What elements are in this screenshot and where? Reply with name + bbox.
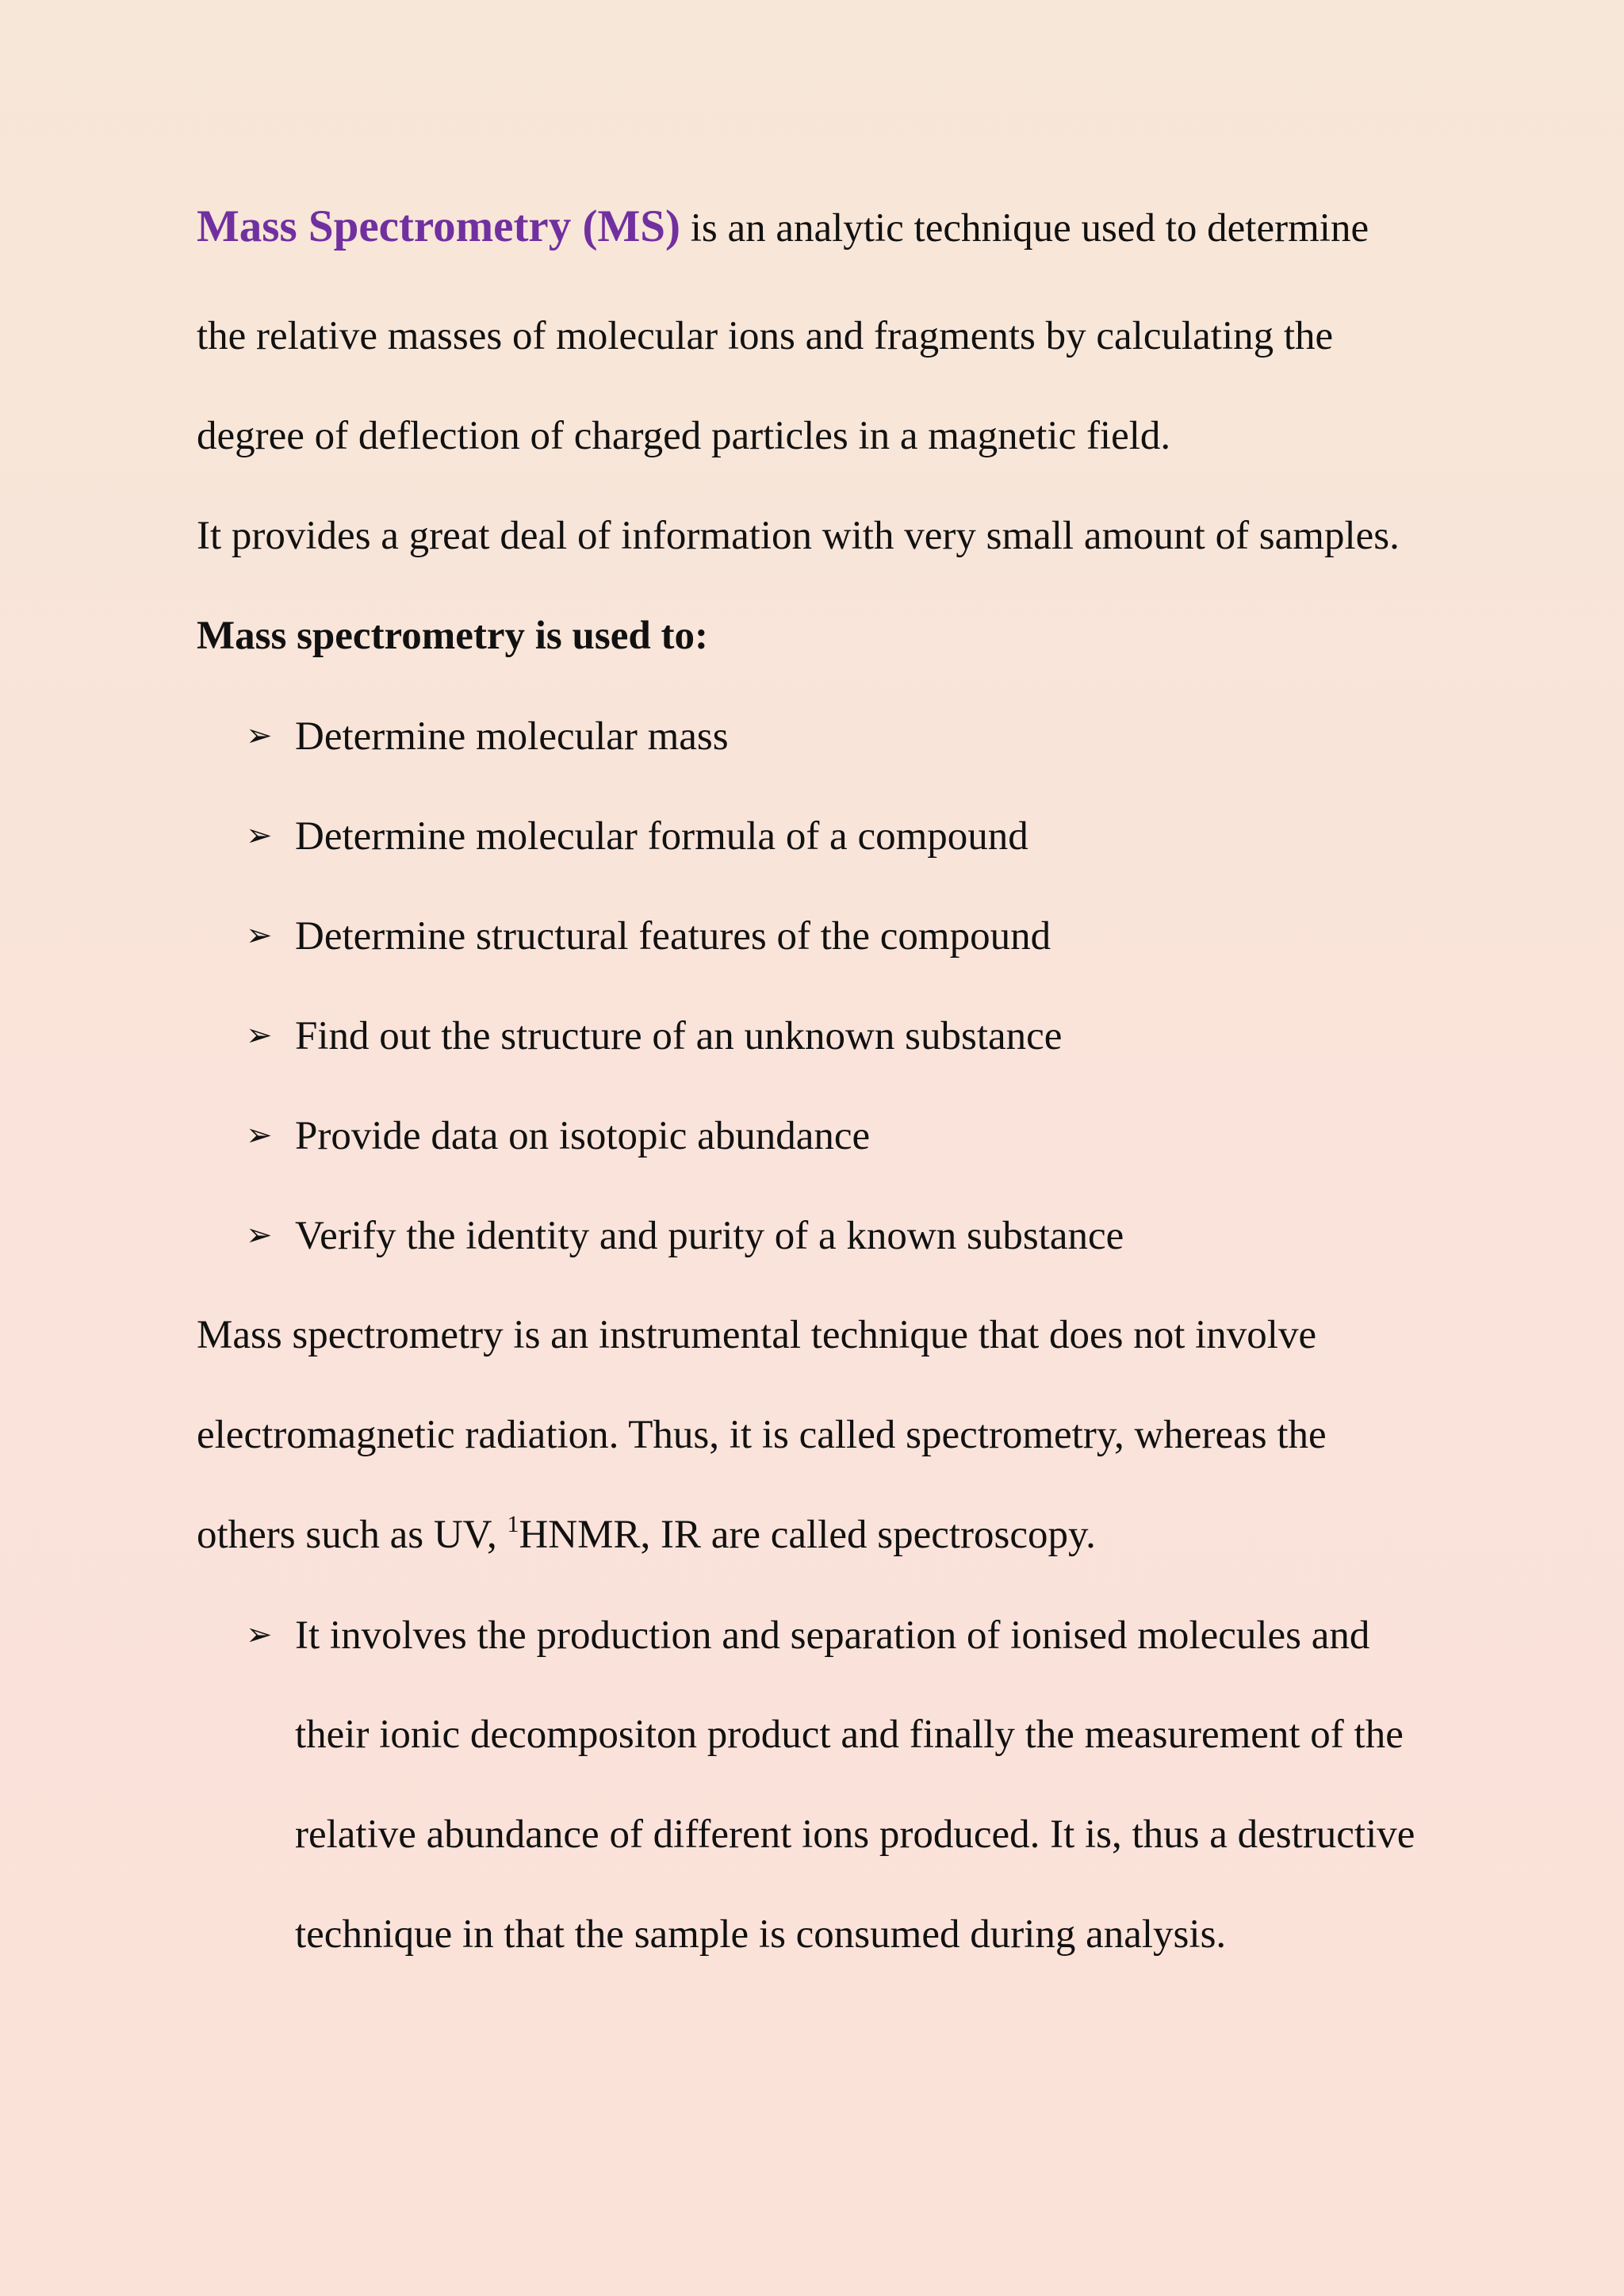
list-item — [246, 712, 729, 760]
final-bullet-line-1: It involves the production and separation of ionised molecules and — [295, 1613, 1370, 1658]
list-item-text: Determine structural features of the compound — [295, 914, 1051, 959]
arrow-bullet-icon: ➢ — [246, 1017, 273, 1054]
uses-heading: Mass spectrometry is used to: — [197, 614, 708, 658]
list-item-text: Determine molecular mass — [295, 714, 729, 759]
intro-line-1 — [197, 203, 1369, 252]
list-item-text: Provide data on isotopic abundance — [295, 1114, 871, 1158]
para2-line-3-pre: others such as UV, — [197, 1513, 508, 1557]
list-item — [246, 912, 1051, 960]
arrow-bullet-icon: ➢ — [246, 1617, 273, 1653]
info-line: It provides a great deal of information with very small amount of samples. — [197, 514, 1400, 558]
final-bullet-line-2: their ionic decompositon product and finally the measurement of the — [295, 1712, 1404, 1757]
final-bullet-line-4: technique in that the sample is consumed during analysis. — [295, 1912, 1227, 1957]
intro-line-1-text: is an analytic technique used to determine — [680, 206, 1369, 251]
arrow-bullet-icon: ➢ — [246, 917, 273, 954]
final-bullet-line-3: relative abundance of different ions produced. It is, thus a destructive — [295, 1812, 1415, 1857]
list-item — [246, 1112, 870, 1160]
list-item — [246, 812, 1028, 860]
para2-line-3-post: HNMR, IR are called spectroscopy. — [519, 1513, 1096, 1557]
arrow-bullet-icon: ➢ — [246, 1117, 273, 1154]
intro-line-2: the relative masses of molecular ions and fragments by calculating the — [197, 314, 1334, 358]
para2-line-2: electromagnetic radiation. Thus, it is called spectrometry, whereas the — [197, 1413, 1327, 1457]
term-mass-spectrometry: Mass Spectrometry (MS) — [197, 201, 680, 251]
final-bullet — [246, 1611, 1369, 1659]
list-item-text: Determine molecular formula of a compound — [295, 814, 1028, 859]
para2-line-1: Mass spectrometry is an instrumental technique that does not involve — [197, 1313, 1317, 1357]
list-item — [246, 1211, 1124, 1260]
list-item — [246, 1012, 1062, 1060]
para2-line-3 — [197, 1511, 1096, 1559]
arrow-bullet-icon: ➢ — [246, 817, 273, 854]
list-item-text: Find out the structure of an unknown substance — [295, 1014, 1063, 1058]
arrow-bullet-icon: ➢ — [246, 718, 273, 754]
list-item-text: Verify the identity and purity of a known substance — [295, 1214, 1124, 1258]
intro-line-3: degree of deflection of charged particles in a magnetic field. — [197, 414, 1171, 458]
arrow-bullet-icon: ➢ — [246, 1217, 273, 1253]
superscript-1: 1 — [507, 1511, 519, 1537]
